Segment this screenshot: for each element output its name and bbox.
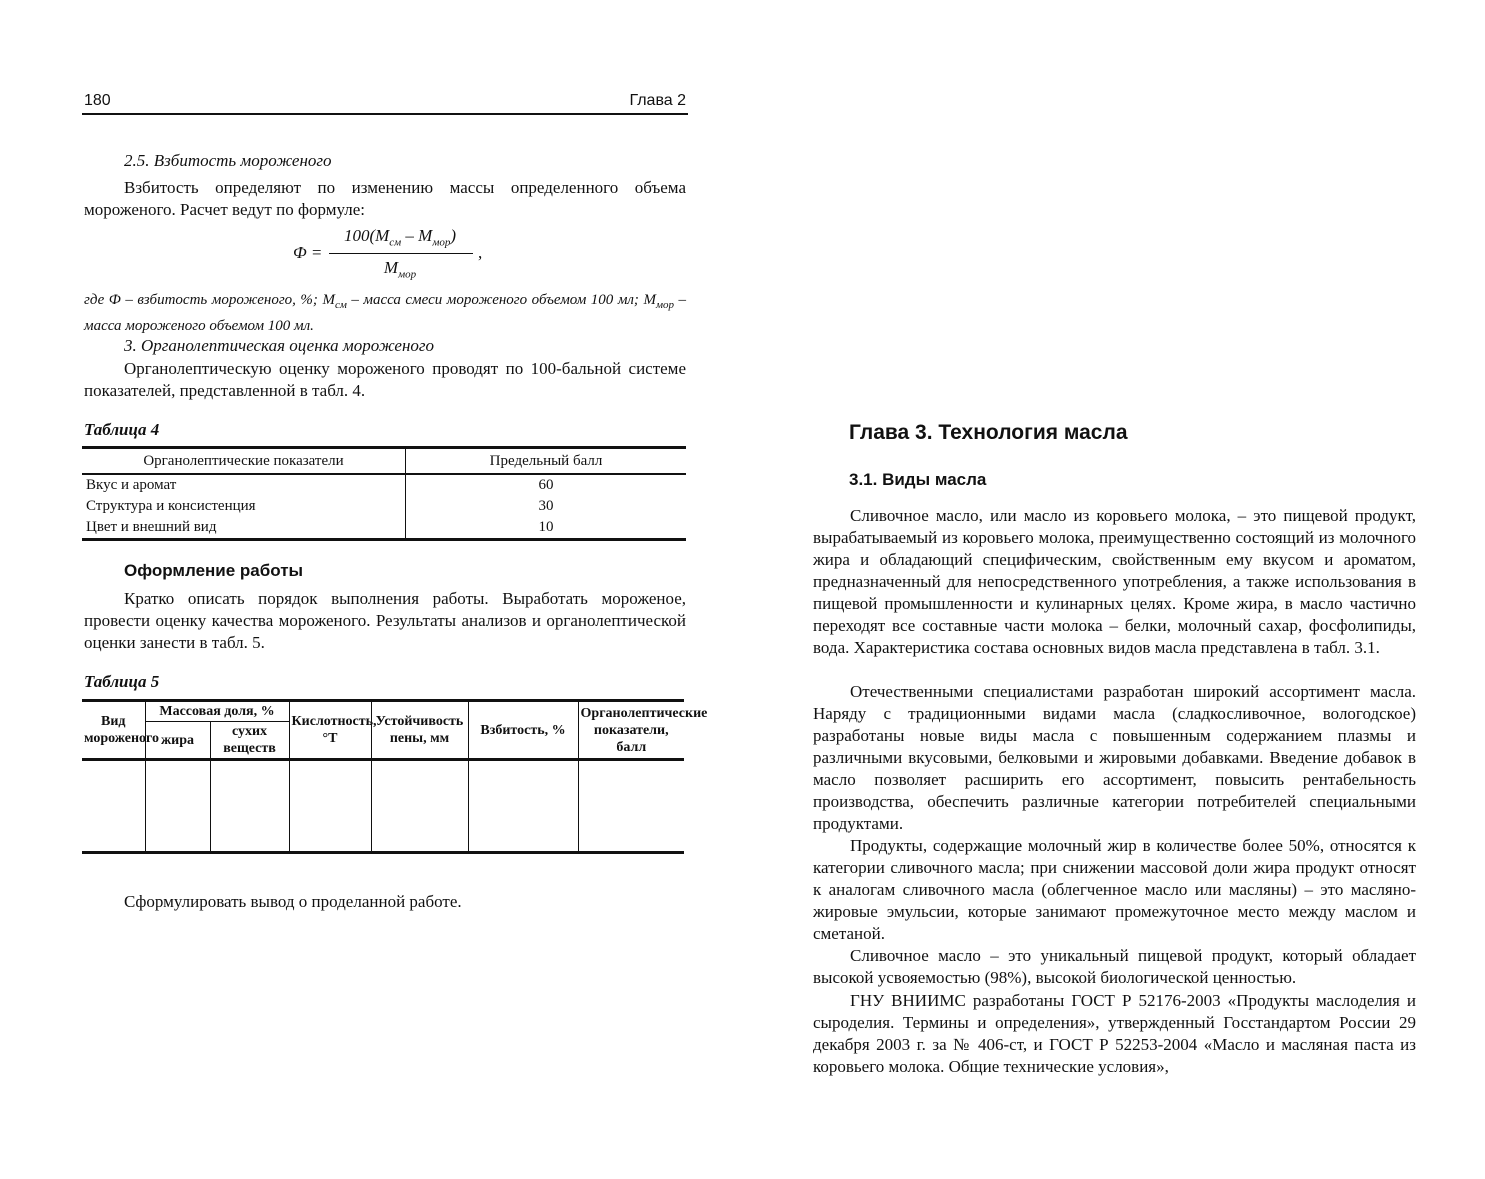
chapter-title: Глава 3. Технология масла bbox=[849, 421, 1128, 444]
right-page bbox=[742, 0, 1485, 1179]
fraction-bar bbox=[329, 253, 473, 254]
work-section-title: Оформление работы bbox=[124, 561, 304, 580]
table-cell bbox=[210, 760, 289, 853]
table-cell bbox=[145, 760, 210, 853]
table-4-caption: Таблица 4 bbox=[84, 420, 160, 439]
section-3-title: 3. Органолептическая оценка мороженого bbox=[124, 336, 435, 355]
table-5-header-overrun: Взбитость, % bbox=[468, 701, 578, 760]
formula-lhs: Ф = bbox=[293, 243, 323, 262]
header-rule bbox=[82, 113, 688, 115]
table-5-header-foam-stability: Устойчивость пены, мм bbox=[371, 701, 468, 760]
table-cell: Структура и консистенция bbox=[86, 498, 256, 514]
left-page bbox=[0, 0, 742, 1179]
table-5-header-dry-matter: сухих веществ bbox=[210, 722, 289, 760]
table-cell: 30 bbox=[406, 496, 687, 517]
table-5-caption: Таблица 5 bbox=[84, 672, 160, 691]
table-cell bbox=[82, 760, 145, 853]
table-row bbox=[82, 517, 686, 540]
table-cell: 10 bbox=[406, 517, 687, 540]
table-5-header-fat: жира bbox=[145, 722, 210, 760]
table-4-header-score: Предельный балл bbox=[406, 448, 687, 475]
body-paragraph-5: ГНУ ВНИИМС разработаны ГОСТ Р 52176-2003 «Продукты маслоделия и сыроделия. Термины и определения», утвержденный Госстандартом России 29 декабря 2003 г. за № 406-ст, и ГОСТ Р 52253-2004 «Масло и масляная паста из коровьего молока. Общие технические условия», bbox=[813, 991, 1416, 1076]
table-5-header-organoleptic: Органолептические показатели, балл bbox=[578, 701, 684, 760]
table-cell bbox=[371, 760, 468, 853]
table-5-header-acidity: Кислотность, °Т bbox=[289, 701, 371, 760]
section-2-5-paragraph: Взбитость определяют по изменению массы определенного объема мороженого. Расчет ведут по формуле: bbox=[84, 178, 686, 219]
table-4 bbox=[82, 446, 686, 541]
table-5 bbox=[82, 699, 708, 854]
formula-numerator: $100(M_{см} - M_{мор})$ bbox=[343, 226, 457, 249]
page-number: 180 bbox=[84, 92, 111, 109]
table-4-header-indicators: Органолептические показатели bbox=[82, 448, 406, 475]
table-cell bbox=[468, 760, 578, 853]
table-cell: Вкус и аромат bbox=[86, 477, 177, 493]
table-row bbox=[82, 474, 686, 496]
table-cell: 60 bbox=[406, 474, 687, 496]
section-3-paragraph: Органолептическую оценку мороженого проводят по 100-бальной системе показателей, представленной в табл. 4. bbox=[84, 359, 686, 400]
work-paragraph: Кратко описать порядок выполнения работы. Выработать мороженое, провести оценку качества мороженого. Результаты анализов и органолептической оценки занести в табл. 5. bbox=[84, 589, 686, 652]
table-5-header-kind: Вид мороженого bbox=[82, 701, 145, 760]
body-paragraph-3: Продукты, содержащие молочный жир в количестве более 50%, относятся к категории сливочного масла; при снижении массовой доли жира продукт относят к аналогам сливочного масла (облегченное масло или масляны) – это масляно-жировые эмульсии, которые занимают промежуточное место между маслом и сметаной. bbox=[813, 836, 1416, 943]
overrun-formula bbox=[293, 226, 493, 288]
formula-comma: , bbox=[478, 243, 483, 262]
section-2-5-title: 2.5. Взбитость мороженого bbox=[124, 151, 332, 170]
conclusion-line: Сформулировать вывод о проделанной работе. bbox=[124, 892, 462, 911]
formula-denominator: $M_{мор}$ bbox=[383, 258, 417, 281]
table-row bbox=[82, 496, 686, 517]
table-cell: Цвет и внешний вид bbox=[82, 517, 406, 540]
table-cell bbox=[289, 760, 371, 853]
section-title: 3.1. Виды масла bbox=[849, 470, 987, 489]
body-paragraph-4: Сливочное масло – это уникальный пищевой продукт, который обладает высокой усвояемостью (98%), высокой биологической ценностью. bbox=[813, 946, 1416, 987]
formula-note: где Ф – взбитость мороженого, %; $M_{см}$ – масса смеси мороженого объемом 100 мл; $M_{мор}$ – масса мороженого объемом 100 мл. bbox=[84, 292, 686, 334]
body-paragraph-2: Отечественными специалистами разработан широкий ассортимент масла. Наряду с традиционными видами масла (сладкосливочное, вологодское) разработаны новые виды масла с повышенным содержанием плазмы и различными вкусовыми, белковыми и жировыми добавками. Введение добавок в масло позволяет расширить его ассортимент, повысить рентабельность производства, обеспечить различные категории потребителей специальными продуктами. bbox=[813, 682, 1416, 833]
table-5-header-mass-fraction: Массовая доля, % bbox=[145, 701, 289, 722]
table-row bbox=[82, 760, 684, 853]
running-header: Глава 2 bbox=[629, 92, 686, 109]
table-cell bbox=[578, 760, 684, 853]
body-paragraph-1: Сливочное масло, или масло из коровьего молока, – это пищевой продукт, вырабатываемый из коровьего молока, преимущественно состоящий из молочного жира и обладающий специфическим, свойственным ему вкусом и ароматом, предназначенный для непосредственного употребления, а также использования в пищевой промышленности и кулинарных целях. Кроме жира, в масло частично переходят все составные части молока – белки, молочный сахар, фосфолипиды, вода. Характеристика состава основных видов масла представлена в табл. 3.1. bbox=[813, 506, 1416, 657]
